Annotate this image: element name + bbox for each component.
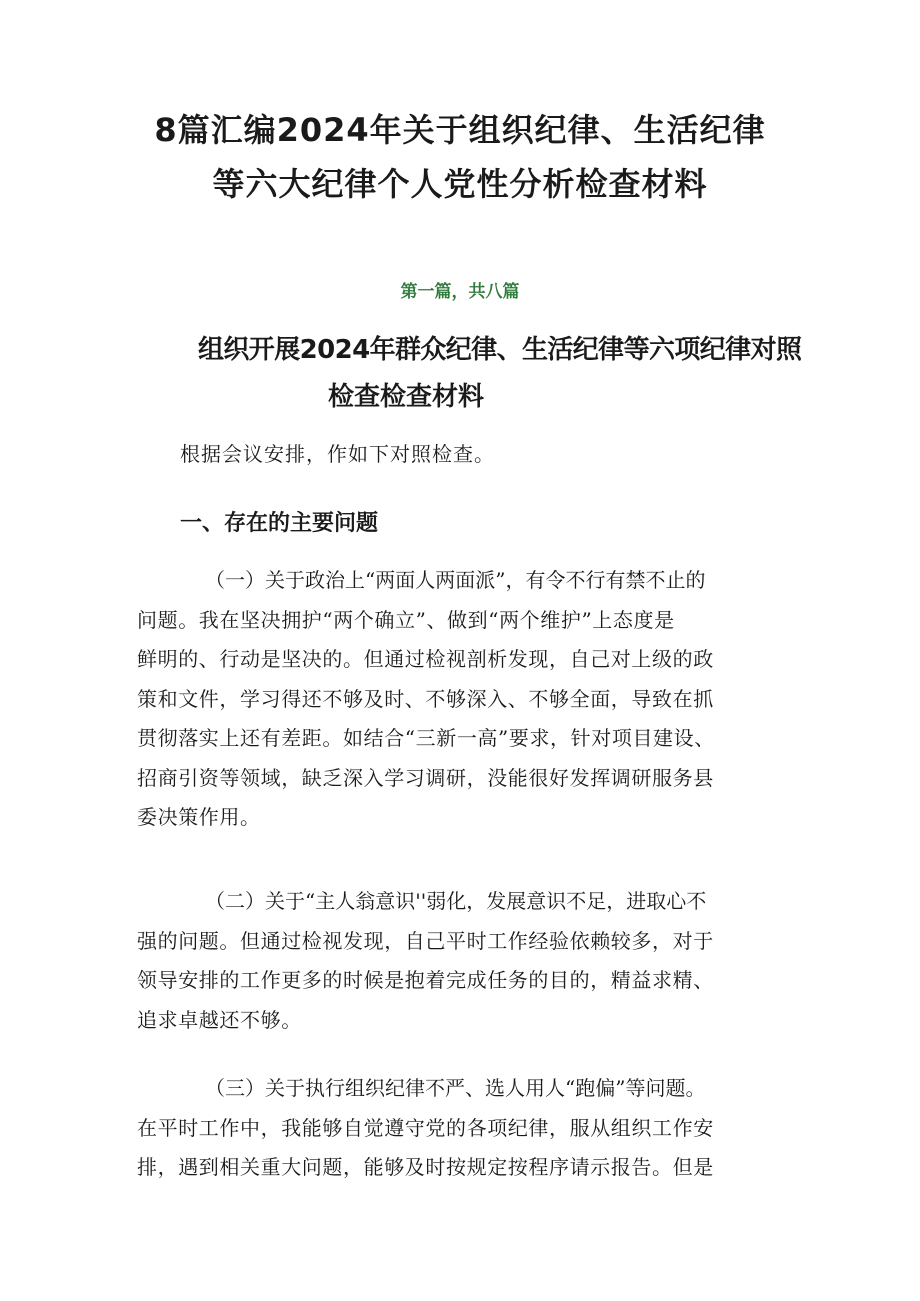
- paragraph-line: （二）关于“主人翁意识''弱化，发展意识不足，进取心不: [205, 889, 707, 913]
- paragraph-line: 策和文件，学习得还不够及时、不够深入、不够全面，导致在抓: [137, 686, 714, 711]
- paragraph-line: （三）关于执行组织纪律不严、选人用人“跑偏”等问题。: [205, 1076, 706, 1100]
- paragraph-3: [137, 1069, 797, 1188]
- paragraph-1: [137, 561, 797, 838]
- document-title-line-1: 8篇汇编2024年关于组织纪律、生活纪律: [154, 111, 766, 149]
- paragraph-line: 在平时工作中，我能够自觉遵守党的各项纪律，服从组织工作安: [137, 1115, 714, 1140]
- paragraph-line: 追求卓越还不够。: [137, 1007, 302, 1032]
- paragraph-line: 招商引资等领域，缺乏深入学习调研，没能很好发挥调研服务县: [137, 765, 714, 790]
- section-heading: 一、存在的主要问题: [180, 511, 379, 536]
- paragraph-line: 鲜明的、行动是坚决的。但通过检视剖析发现，自己对上级的政: [137, 647, 714, 671]
- paragraph-line: 强的问题。但通过检视发现，自己平时工作经验依赖较多，对于: [137, 928, 714, 953]
- paragraph-line: 排，遇到相关重大问题，能够及时按规定按程序请示报告。但是: [137, 1155, 714, 1179]
- intro-paragraph: 根据会议安排，作如下对照检查。: [180, 442, 495, 466]
- paragraph-line: 贯彻落实上还有差距。如结合“三新一高”要求，针对项目建设、: [137, 726, 715, 750]
- paragraph-line: 问题。我在坚决拥护“两个确立”、做到“两个维护”上态度是: [137, 607, 675, 632]
- part-label: 第一篇，共八篇: [400, 282, 520, 302]
- paragraph-line: （一）关于政治上“两面人两面派”，有令不行有禁不止的: [205, 568, 706, 592]
- paragraph-line: 领导安排的工作更多的时候是抱着完成任务的目的，精益求精、: [137, 968, 714, 992]
- section-title-line-1: 组织开展2024年群众纪律、生活纪律等六项纪律对照: [198, 335, 802, 365]
- section-title-line-2: 检查检查材料: [328, 382, 485, 412]
- document-title-line-2: 等六大纪律个人党性分析检查材料: [212, 165, 708, 203]
- paragraph-line: 委决策作用。: [137, 805, 261, 829]
- paragraph-2: [137, 882, 797, 1040]
